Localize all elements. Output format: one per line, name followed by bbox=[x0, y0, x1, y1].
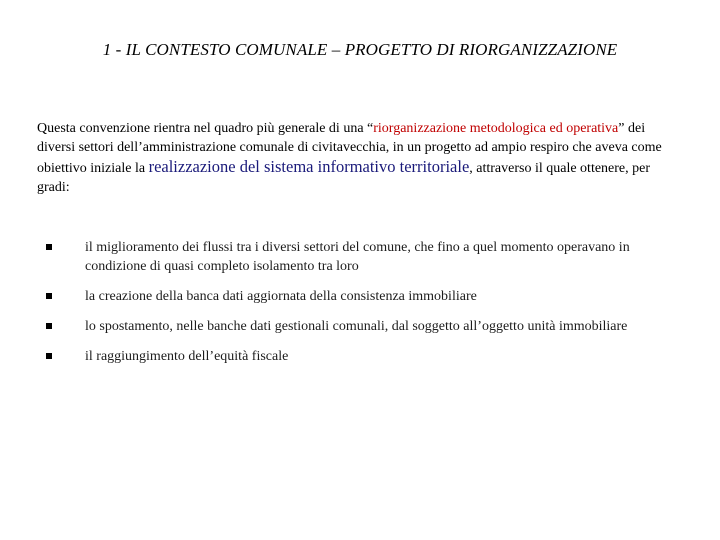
list-item bbox=[46, 347, 666, 366]
list-item bbox=[46, 287, 666, 306]
list-item bbox=[46, 317, 666, 336]
square-bullet-icon bbox=[46, 293, 52, 299]
list-item-text: lo spostamento, nelle banche dati gestionali comunali, dal soggetto all’oggetto unità immobiliare bbox=[85, 319, 628, 334]
intro-highlight-red: riorganizzazione metodologica ed operativa bbox=[373, 121, 619, 136]
intro-paragraph bbox=[37, 119, 677, 197]
page-title: 1 - IL CONTESTO COMUNALE – PROGETTO DI RIORGANIZZAZIONE bbox=[102, 40, 618, 59]
square-bullet-icon bbox=[46, 244, 52, 250]
square-bullet-icon bbox=[46, 323, 52, 329]
list-item-text: il raggiungimento dell’equità fiscale bbox=[85, 349, 289, 364]
list-item-text: il miglioramento dei flussi tra i diversi settori del comune, che fino a quel momento operavano in condizione di quasi completo isolamento tra loro bbox=[85, 240, 630, 274]
intro-text-1: Questa convenzione rientra nel quadro più generale di una “ bbox=[37, 121, 374, 136]
intro-text-2: ” dei diversi settori dell’amministrazione comunale di civitavecchia, in un progetto ad ampio respiro che aveva come obiettivo iniziale la bbox=[37, 121, 662, 176]
intro-highlight-blue: realizzazione del sistema informativo territoriale bbox=[148, 157, 470, 176]
square-bullet-icon bbox=[46, 353, 52, 359]
bullet-list bbox=[46, 238, 666, 377]
intro-text-3: , attraverso il quale ottenere, per gradi: bbox=[37, 161, 651, 195]
list-item bbox=[46, 238, 666, 276]
list-item-text: la creazione della banca dati aggiornata della consistenza immobiliare bbox=[85, 289, 477, 304]
